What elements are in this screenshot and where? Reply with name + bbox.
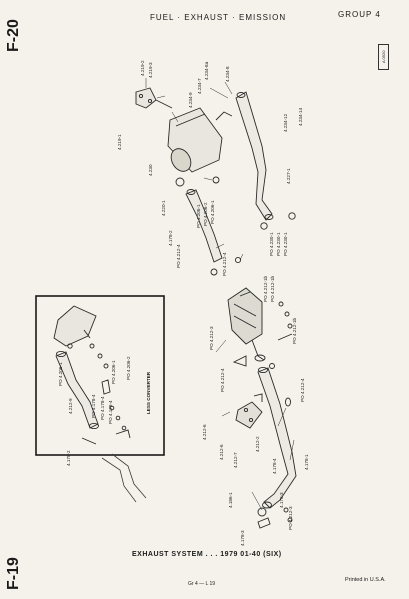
label-4-178-3a: 4.178-3 [240,530,245,546]
label-4-234-7: 4.234-7 [197,78,202,94]
label-po-4-206-2: PO 4.206-2 [203,202,208,226]
tailpipe-upper [236,92,273,220]
label-po-4-230-1a: PO 4.230-1 [269,232,274,256]
label-4-178-3b: 4.178-3 [279,492,284,508]
section-number-bottom: F-19 [5,557,22,590]
label-4-186-1: 4.186-1 [228,492,233,508]
label-4-227-1: 4.227-1 [286,168,291,184]
label-po-4-212-1b-a: PO 4.212-1b [263,275,268,302]
label-po-4-230-1c: PO 4.230-1 [283,232,288,256]
inset-box [36,296,164,455]
label-po-4-212-1b-c: PO 4.212-1b [292,317,297,344]
label-4-220-1: 4.220-1 [161,200,166,216]
footer-printed: Printed in U.S.A. [345,577,386,583]
label-4-219-1: 4.219-1 [117,134,122,150]
label-4-212-6b: 4.212-6 [219,444,224,460]
label-4-234-9: 4.234-9 [188,92,193,108]
label-po-4-212-4a: PO 4.212-4 [176,244,181,268]
label-po-4-206-1: PO 4.206-1 [196,204,201,228]
label-po-4-206-1b: PO 4.206-1 [210,200,215,224]
label-inset-po-4-178-4a: PO 4.178-4 [91,394,96,418]
footer-page-ref: Gr 4 — L 19 [188,581,216,587]
inset-pipe-continuation [102,454,146,502]
label-po-4-212-4d: PO 4.212-4 [300,378,305,402]
label-4-234-8: 4.234-8 [225,66,230,82]
label-inset-po-4-178-4b: PO 4.178-4 [100,396,105,420]
reference-stamp: A 0920 [378,44,389,70]
page-title: FUEL · EXHAUST · EMISSION [150,13,287,22]
label-po-4-212-4b: PO 4.212-4 [222,252,227,276]
muffler [167,108,232,175]
label-po-4-212-4c: PO 4.212-4 [220,368,225,392]
catalytic-converter [228,288,265,361]
figure-caption: EXHAUST SYSTEM . . . 1979 01-40 (SIX) [132,551,282,558]
group-label: GROUP 4 [338,10,381,19]
label-4-212-6a: 4.212-6 [202,424,207,440]
label-4-234-8a: 4.234-8a [204,61,209,80]
inset-title: LESS CONVERTER [146,371,151,414]
label-po-4-212-3: PO 4.212-3 [209,326,214,350]
front-pipe [258,367,296,508]
label-4-178-2: 4.178-2 [168,230,173,246]
label-4-234-12: 4.234-12 [283,113,288,132]
label-inset-po-4-178-4c: PO 4.178-4 [108,400,113,424]
label-po-4-212-1b-b: PO 4.212-1b [270,275,275,302]
label-4-219-2: 4.219-2 [140,60,145,76]
label-inset-4-178-2: 4.178-2 [66,450,71,466]
label-4-219-3: 4.219-3 [148,62,153,78]
label-inset-po-4-206-1a: PO 4.206-1 [58,362,63,386]
label-4-212-7: 4.212-7 [233,452,238,468]
label-4-230: 4.230 [148,164,153,176]
label-inset-4-212-9: 4.212-9 [68,398,73,414]
label-4-212-2: 4.212-2 [255,436,260,452]
label-inset-po-4-206-1b: PO 4.206-1 [111,360,116,384]
label-po-4-212-3b: PO 4.212-3 [288,506,293,530]
label-po-4-230-1b: PO 4.230-1 [276,232,281,256]
pipe-bracket [236,394,262,428]
label-4-178-4: 4.178-4 [272,458,277,474]
section-number-top: F-20 [5,19,22,52]
label-4-234-14: 4.234-14 [298,107,303,126]
upper-bracket [136,88,172,108]
label-4-178-1: 4.178-1 [304,454,309,470]
label-inset-po-4-206-2: PO 4.206-2 [126,356,131,380]
